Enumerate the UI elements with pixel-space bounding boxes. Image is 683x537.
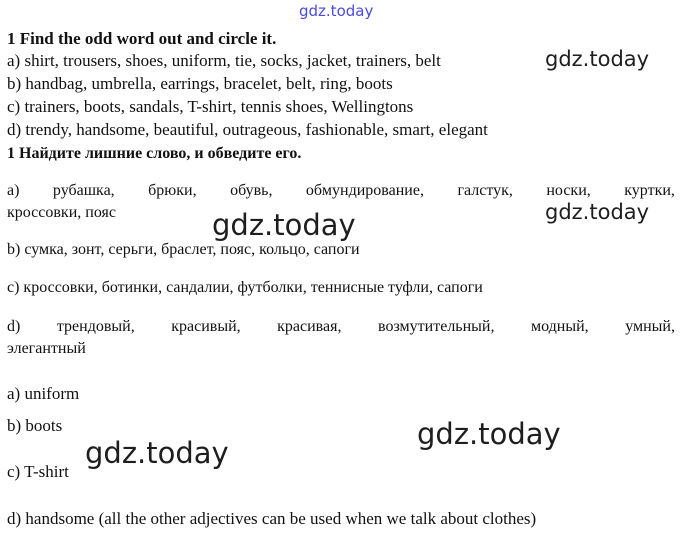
answer-c: c) T-shirt [7,462,69,481]
word: куртки, [624,182,675,199]
word: умный, [625,318,675,335]
word: d) [7,318,21,335]
watermark: gdz.today [417,417,561,451]
exercise-item-d-ru [7,317,675,337]
exercise-item-b-ru: b) сумка, зонт, серьги, браслет, пояс, кольцо, сапоги [7,241,360,258]
exercise-item-a-ru-cont: кроссовки, пояс [7,204,116,221]
watermark: gdz.today [85,436,229,470]
exercise-item-c-ru: c) кроссовки, ботинки, сандалии, футболки, теннисные туфли, сапоги [7,279,483,296]
word: возмутительный, [378,318,495,335]
word: красивый, [171,318,241,335]
exercise-item-a-ru [7,181,675,201]
word: модный, [530,318,589,335]
exercise-item-b-en: b) handbag, umbrella, earrings, bracelet, belt, ring, boots [7,74,393,93]
watermark: gdz.today [545,200,650,224]
word: трендовый, [56,318,135,335]
word: красивая, [277,318,342,335]
word: обмундирование, [305,182,424,199]
exercise-heading-en: 1 Find the odd word out and circle it. [7,29,277,48]
word: а) [7,182,20,199]
watermark-top: gdz.today [299,2,374,20]
answer-d: d) handsome (all the other adjectives can be used when we talk about clothes) [7,509,537,528]
answer-b: b) boots [7,416,63,435]
answer-a: a) uniform [7,384,80,403]
exercise-item-d-ru-cont: элегантный [7,340,86,357]
exercise-item-d-en: d) trendy, handsome, beautiful, outrageous, fashionable, smart, elegant [7,120,488,139]
word: галстук, [457,182,513,199]
exercise-item-a-en: a) shirt, trousers, shoes, uniform, tie, socks, jacket, trainers, belt [7,51,441,70]
word: носки, [546,182,591,199]
word: рубашка, [52,182,115,199]
word: обувь, [230,182,273,199]
exercise-item-c-en: c) trainers, boots, sandals, T-shirt, tennis shoes, Wellingtons [7,97,414,116]
word: брюки, [148,182,197,199]
watermark: gdz.today [212,208,356,242]
watermark: gdz.today [545,47,650,71]
exercise-heading-ru: 1 Найдите лишние слово, и обведите его. [7,145,302,162]
